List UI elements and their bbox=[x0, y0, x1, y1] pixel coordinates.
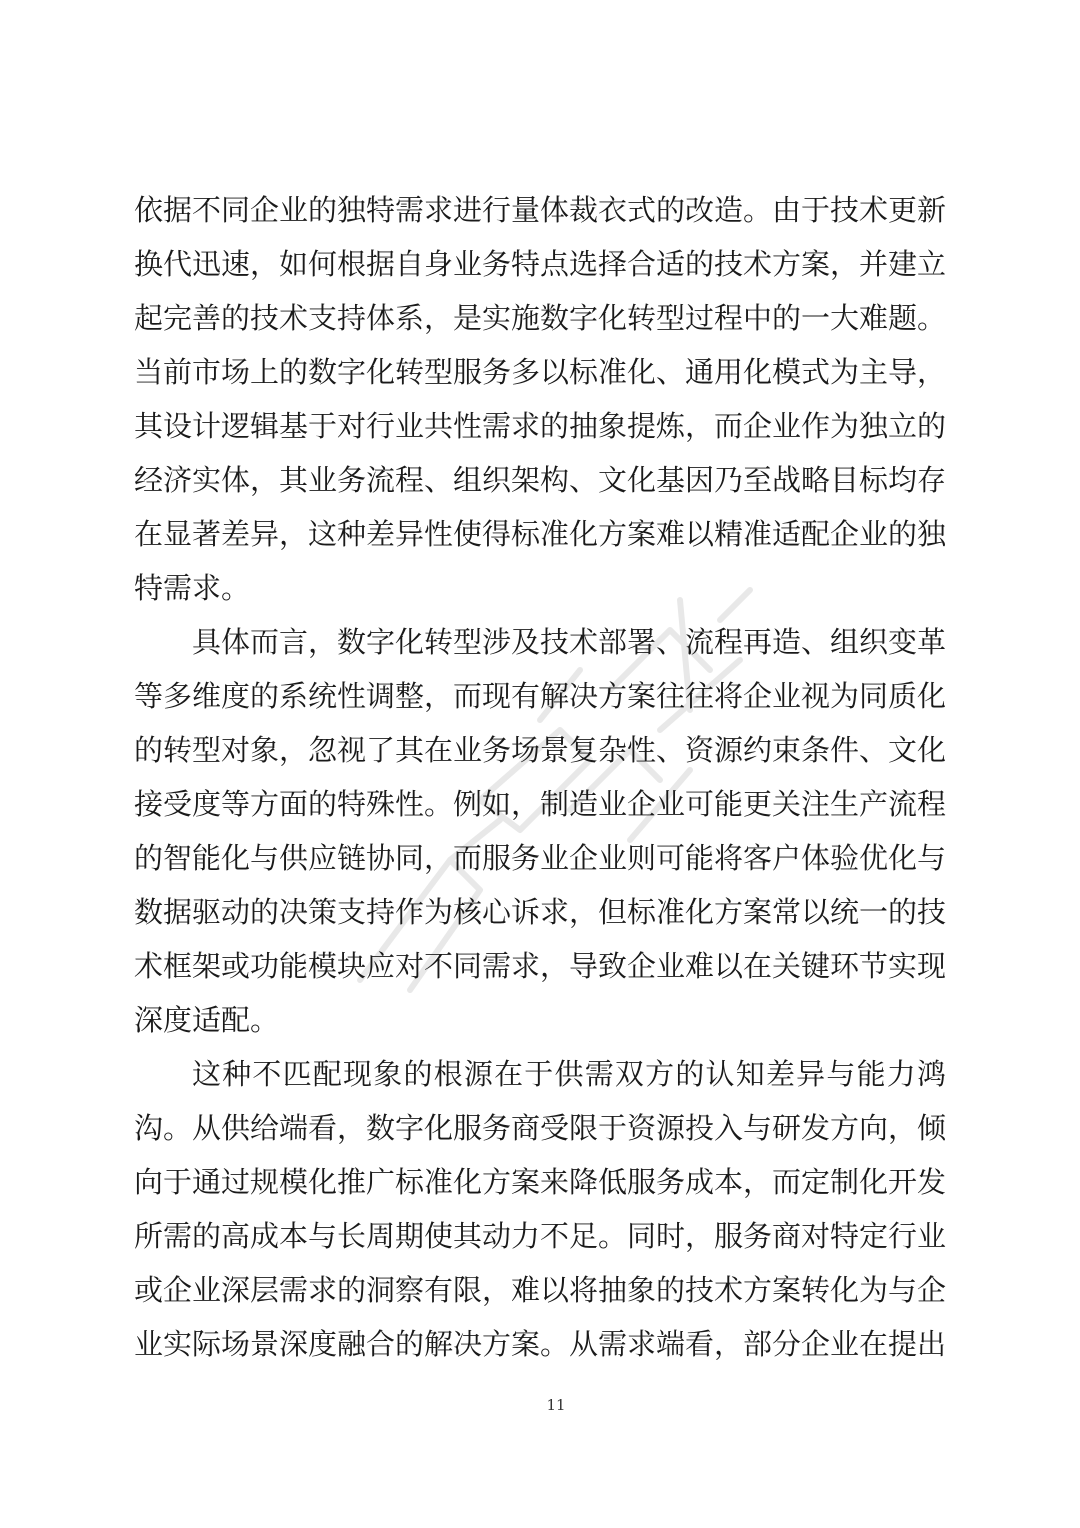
page-number: 11 bbox=[546, 1396, 566, 1414]
text-line: 在显著差异，这种差异性使得标准化方案难以精准适配企业的独 bbox=[134, 517, 947, 551]
text-line: 术框架或功能模块应对不同需求，导致企业难以在关键环节实现 bbox=[134, 949, 947, 983]
text-line: 的转型对象，忽视了其在业务场景复杂性、资源约束条件、文化 bbox=[134, 733, 947, 767]
text-line: 经济实体，其业务流程、组织架构、文化基因乃至战略目标均存 bbox=[134, 463, 947, 497]
text-line: 依据不同企业的独特需求进行量体裁衣式的改造。由于技术更新 bbox=[134, 193, 947, 227]
text-line: 其设计逻辑基于对行业共性需求的抽象提炼，而企业作为独立的 bbox=[134, 409, 947, 443]
text-line: 所需的高成本与长周期使其动力不足。同时，服务商对特定行业 bbox=[134, 1219, 947, 1253]
text-line: 深度适配。 bbox=[134, 1003, 280, 1037]
text-line: 向于通过规模化推广标准化方案来降低服务成本，而定制化开发 bbox=[134, 1165, 947, 1199]
text-line: 具体而言，数字化转型涉及技术部署、流程再造、组织变革 bbox=[192, 625, 947, 659]
text-line: 业实际场景深度融合的解决方案。从需求端看，部分企业在提出 bbox=[134, 1327, 947, 1361]
paragraph bbox=[134, 183, 946, 615]
text-line: 沟。从供给端看，数字化服务商受限于资源投入与研发方向，倾 bbox=[134, 1111, 947, 1145]
text-line: 数据驱动的决策支持作为核心诉求，但标准化方案常以统一的技 bbox=[134, 895, 947, 929]
text-line: 等多维度的系统性调整，而现有解决方案往往将企业视为同质化 bbox=[134, 679, 947, 713]
document-body bbox=[134, 183, 946, 1371]
text-line: 起完善的技术支持体系，是实施数字化转型过程中的一大难题。 bbox=[134, 301, 947, 335]
paragraph bbox=[134, 615, 946, 1047]
text-line: 换代迅速，如何根据自身业务特点选择合适的技术方案，并建立 bbox=[134, 247, 947, 281]
text-line: 特需求。 bbox=[134, 571, 251, 605]
paragraph bbox=[134, 1047, 946, 1371]
text-line: 这种不匹配现象的根源在于供需双方的认知差异与能力鸿 bbox=[192, 1057, 946, 1091]
text-line: 当前市场上的数字化转型服务多以标准化、通用化模式为主导， bbox=[134, 355, 947, 389]
text-line: 或企业深层需求的洞察有限，难以将抽象的技术方案转化为与企 bbox=[134, 1273, 947, 1307]
text-line: 的智能化与供应链协同，而服务业企业则可能将客户体验优化与 bbox=[134, 841, 947, 875]
text-line: 接受度等方面的特殊性。例如，制造业企业可能更关注生产流程 bbox=[134, 787, 947, 821]
